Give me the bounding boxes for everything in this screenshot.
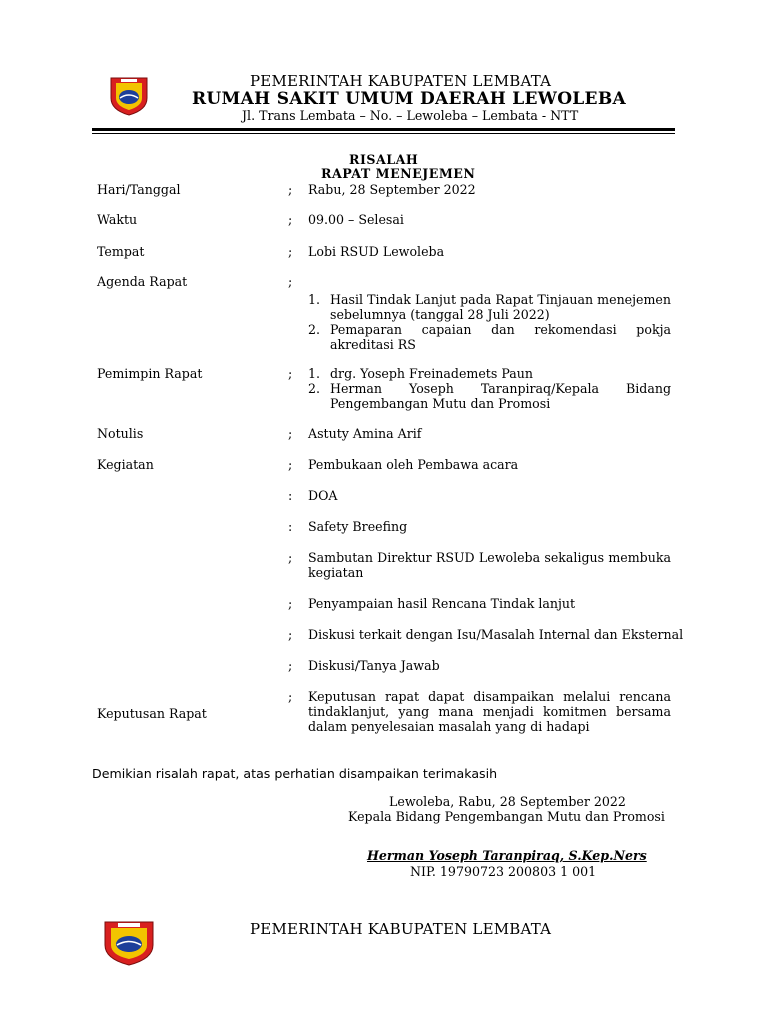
signature-nip: NIP. 19790723 200803 1 001 xyxy=(410,864,597,879)
regency-logo xyxy=(107,74,151,116)
value-waktu: 09.00 – Selesai xyxy=(308,212,404,227)
pemimpin-item xyxy=(308,366,671,381)
label-tempat: Tempat xyxy=(97,244,145,259)
pemimpin-list xyxy=(308,366,671,411)
signature-place-date: Lewoleba, Rabu, 28 September 2022 xyxy=(389,794,626,809)
value-hari-tanggal: Rabu, 28 September 2022 xyxy=(308,182,476,197)
sep-waktu: ; xyxy=(288,212,293,227)
agenda-item xyxy=(308,292,671,322)
value-notulis: Astuty Amina Arif xyxy=(308,426,422,441)
label-kegiatan: Kegiatan xyxy=(97,457,154,472)
doc-title-line1: RISALAH xyxy=(349,152,419,167)
header-government: PEMERINTAH KABUPATEN LEMBATA xyxy=(250,72,552,90)
signature-name: Herman Yoseph Taranpiraq, S.Kep.Ners xyxy=(367,848,647,863)
sep-kegiatan-entry: : xyxy=(288,519,293,534)
header-rule-thick xyxy=(92,128,675,131)
sep-agenda: ; xyxy=(288,274,293,289)
label-pemimpin: Pemimpin Rapat xyxy=(97,366,203,381)
kegiatan-entry-text: Diskusi terkait dengan Isu/Masalah Internal dan Eksternal xyxy=(308,627,684,642)
pemimpin-item xyxy=(308,381,671,411)
pemimpin-item-text: drg. Yoseph Freinademets Paun xyxy=(330,366,533,381)
label-hari-tanggal: Hari/Tanggal xyxy=(97,182,181,197)
label-agenda: Agenda Rapat xyxy=(97,274,188,289)
doc-title-line2: RAPAT MENEJEMEN xyxy=(321,166,476,181)
signature-position: Kepala Bidang Pengembangan Mutu dan Promosi xyxy=(348,809,665,824)
next-page-government: PEMERINTAH KABUPATEN LEMBATA xyxy=(250,920,552,938)
closing-sentence: Demikian risalah rapat, atas perhatian disampaikan terimakasih xyxy=(92,766,498,781)
kegiatan-entry-text: Diskusi/Tanya Jawab xyxy=(308,658,440,673)
pemimpin-item-text: Herman Yoseph Taranpiraq/Kepala Bidang Pengembangan Mutu dan Promosi xyxy=(330,381,671,411)
regency-logo xyxy=(100,918,158,966)
kegiatan-entry-text: Pembukaan oleh Pembawa acara xyxy=(308,457,519,472)
agenda-item-text: Pemaparan capaian dan rekomendasi pokja akreditasi RS xyxy=(330,322,671,352)
header-address: Jl. Trans Lembata – No. – Lewoleba – Lembata - NTT xyxy=(242,108,579,123)
sep-notulis: ; xyxy=(288,426,293,441)
kegiatan-entry-text: Sambutan Direktur RSUD Lewoleba sekaligus membuka kegiatan xyxy=(308,550,671,580)
kegiatan-entry-text: Safety Breefing xyxy=(308,519,408,534)
sep-kegiatan-entry: ; xyxy=(288,550,293,565)
kegiatan-entry-text: DOA xyxy=(308,488,338,503)
sep-keputusan: ; xyxy=(288,689,293,704)
sep-kegiatan-entry: ; xyxy=(288,457,293,472)
sep-kegiatan-entry: ; xyxy=(288,627,293,642)
agenda-item-text: Hasil Tindak Lanjut pada Rapat Tinjauan menejemen sebelumnya (tanggal 28 Juli 2022) xyxy=(330,292,671,322)
label-notulis: Notulis xyxy=(97,426,144,441)
sep-hari-tanggal: ; xyxy=(288,182,293,197)
header-rule-thin xyxy=(92,133,675,134)
header-hospital-name: RUMAH SAKIT UMUM DAERAH LEWOLEBA xyxy=(192,89,626,109)
agenda-item-number: 2. xyxy=(308,322,321,337)
sep-kegiatan-entry: : xyxy=(288,488,293,503)
sep-kegiatan-entry: ; xyxy=(288,596,293,611)
sep-tempat: ; xyxy=(288,244,293,259)
label-waktu: Waktu xyxy=(97,212,138,227)
pemimpin-item-number: 1. xyxy=(308,366,321,381)
pemimpin-item-number: 2. xyxy=(308,381,321,396)
kegiatan-entry-text: Penyampaian hasil Rencana Tindak lanjut xyxy=(308,596,576,611)
value-keputusan: Keputusan rapat dapat disampaikan melalui rencana tindaklanjut, yang mana menjadi komitmen bersama dalam penyelesaian masalah yang di hadapi xyxy=(308,689,671,734)
agenda-item xyxy=(308,322,671,352)
sep-kegiatan-entry: ; xyxy=(288,658,293,673)
agenda-list xyxy=(308,292,671,352)
label-keputusan: Keputusan Rapat xyxy=(97,706,207,721)
agenda-item-number: 1. xyxy=(308,292,321,307)
sep-pemimpin: ; xyxy=(288,366,293,381)
value-tempat: Lobi RSUD Lewoleba xyxy=(308,244,445,259)
